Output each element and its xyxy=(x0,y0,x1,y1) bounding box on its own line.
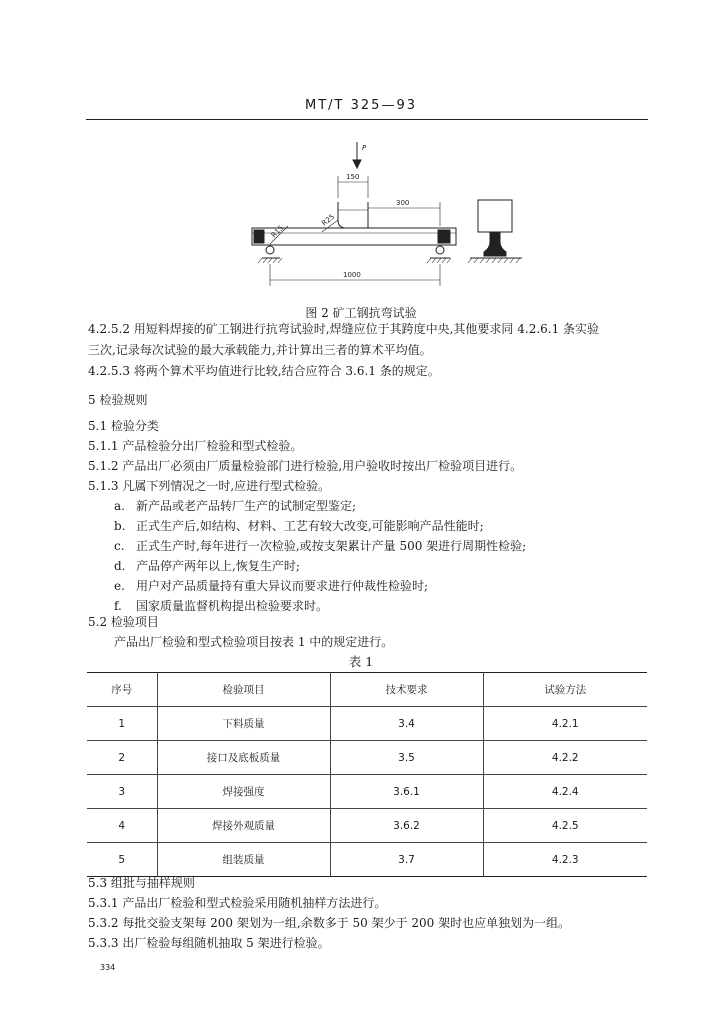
table-row xyxy=(87,843,647,877)
table-header-cell: 检验项目 xyxy=(157,673,330,707)
table-cell: 4.2.3 xyxy=(483,843,647,877)
header-rule xyxy=(86,119,648,120)
table-cell: 组装质量 xyxy=(157,843,330,877)
section-53-heading: 5.3 组批与抽样规则 xyxy=(88,876,195,890)
table-cell: 1 xyxy=(87,707,157,741)
right-roller xyxy=(436,246,444,254)
list-item-letter: e. xyxy=(114,579,125,593)
table-cell: 3.7 xyxy=(330,843,483,877)
list-item xyxy=(114,518,484,534)
table-row xyxy=(87,741,647,775)
list-item-text: 产品停产两年以上,恢复生产时; xyxy=(136,559,300,573)
list-item xyxy=(114,558,300,574)
radius-left-label: R15 xyxy=(269,224,286,240)
table-cell: 4 xyxy=(87,809,157,843)
table-cell: 焊接外观质量 xyxy=(157,809,330,843)
list-item-text: 新产品或老产品转厂生产的试制定型鉴定; xyxy=(136,499,357,513)
paragraph-4252-line2: 三次,记录每次试验的最大承载能力,并计算出三者的算术平均值。 xyxy=(88,343,432,357)
table-cell: 4.2.2 xyxy=(483,741,647,775)
standard-code-header: MT/T 325—93 xyxy=(305,98,417,113)
table-cell: 2 xyxy=(87,741,157,775)
weld-mark-right xyxy=(438,230,450,243)
table-row xyxy=(87,775,647,809)
bending-test-figure xyxy=(240,140,530,290)
weld-mark-left xyxy=(254,230,264,243)
table-cell: 4.2.1 xyxy=(483,707,647,741)
list-item-text: 用户对产品质量持有重大异议而要求进行仲裁性检验时; xyxy=(136,579,429,593)
loading-head xyxy=(338,202,368,228)
page-number: 334 xyxy=(100,963,116,972)
radius-right-label: R25 xyxy=(320,212,337,228)
figure-caption: 图 2 矿工钢抗弯试验 xyxy=(305,306,417,320)
table-cell: 3.4 xyxy=(330,707,483,741)
paragraph-4252-line1: 4.2.5.2 用短料焊接的矿工钢进行抗弯试验时,焊缝应位于其跨度中央,其他要求同 4.2.6.1 条实验 xyxy=(88,322,600,336)
clause-513: 5.1.3 凡属下列情况之一时,应进行型式检验。 xyxy=(88,479,331,493)
inspection-items-table xyxy=(87,672,647,877)
section-51-heading: 5.1 检验分类 xyxy=(88,419,159,433)
load-label: P xyxy=(362,144,367,152)
table-cell: 接口及底板质量 xyxy=(157,741,330,775)
list-item-letter: a. xyxy=(114,499,125,513)
list-item-letter: d. xyxy=(114,559,126,573)
table-header-cell: 序号 xyxy=(87,673,157,707)
table-cell: 5 xyxy=(87,843,157,877)
table-cell: 3.6.2 xyxy=(330,809,483,843)
table-header-cell: 试验方法 xyxy=(483,673,647,707)
dim-1000-label: 1000 xyxy=(343,271,361,279)
left-roller xyxy=(266,246,274,254)
section-52-text: 产品出厂检验和型式检验项目按表 1 中的规定进行。 xyxy=(114,635,394,649)
list-item-letter: f. xyxy=(114,599,122,613)
clause-511: 5.1.1 产品检验分出厂检验和型式检验。 xyxy=(88,439,303,453)
table-cell: 下料质量 xyxy=(157,707,330,741)
section-52-heading: 5.2 检验项目 xyxy=(88,615,159,629)
list-item-text: 正式生产后,如结构、材料、工艺有较大改变,可能影响产品性能时; xyxy=(136,519,484,533)
table-row xyxy=(87,707,647,741)
dim-300-label: 300 xyxy=(396,199,410,207)
paragraph-4253: 4.2.5.3 将两个算术平均值进行比较,结合应符合 3.6.1 条的规定。 xyxy=(88,364,440,378)
list-item-letter: b. xyxy=(114,519,126,533)
table-cell: 4.2.4 xyxy=(483,775,647,809)
table-cell: 3.5 xyxy=(330,741,483,775)
list-item xyxy=(114,598,328,614)
table-title: 表 1 xyxy=(348,654,374,669)
list-item-text: 国家质量监督机构提出检验要求时。 xyxy=(136,599,329,613)
list-item-letter: c. xyxy=(114,539,125,553)
section-5-heading: 5 检验规则 xyxy=(88,393,148,407)
load-arrow-head xyxy=(353,160,361,168)
clause-512: 5.1.2 产品出厂必须由厂质量检验部门进行检验,用户验收时按出厂检验项目进行。 xyxy=(88,459,523,473)
table-cell: 焊接强度 xyxy=(157,775,330,809)
table-header-row xyxy=(87,673,647,707)
table-cell: 3 xyxy=(87,775,157,809)
list-item xyxy=(114,538,526,554)
table-cell: 4.2.5 xyxy=(483,809,647,843)
clause-533: 5.3.3 出厂检验每组随机抽取 5 架进行检验。 xyxy=(88,936,330,950)
list-item xyxy=(114,498,356,514)
dim-150-label: 150 xyxy=(346,173,360,181)
table-cell: 3.6.1 xyxy=(330,775,483,809)
clause-532: 5.3.2 每批交验支架每 200 架划为一组,余数多于 50 架少于 200 架时也应单独划为一组。 xyxy=(88,916,571,930)
table-header-cell: 技术要求 xyxy=(330,673,483,707)
list-item-text: 正式生产时,每年进行一次检验,或按支架累计产量 500 架进行周期性检验; xyxy=(136,539,527,553)
list-item xyxy=(114,578,428,594)
cross-section-head xyxy=(478,200,512,232)
cross-section-rail xyxy=(484,232,506,256)
table-row xyxy=(87,809,647,843)
clause-531: 5.3.1 产品出厂检验和型式检验采用随机抽样方法进行。 xyxy=(88,896,387,910)
